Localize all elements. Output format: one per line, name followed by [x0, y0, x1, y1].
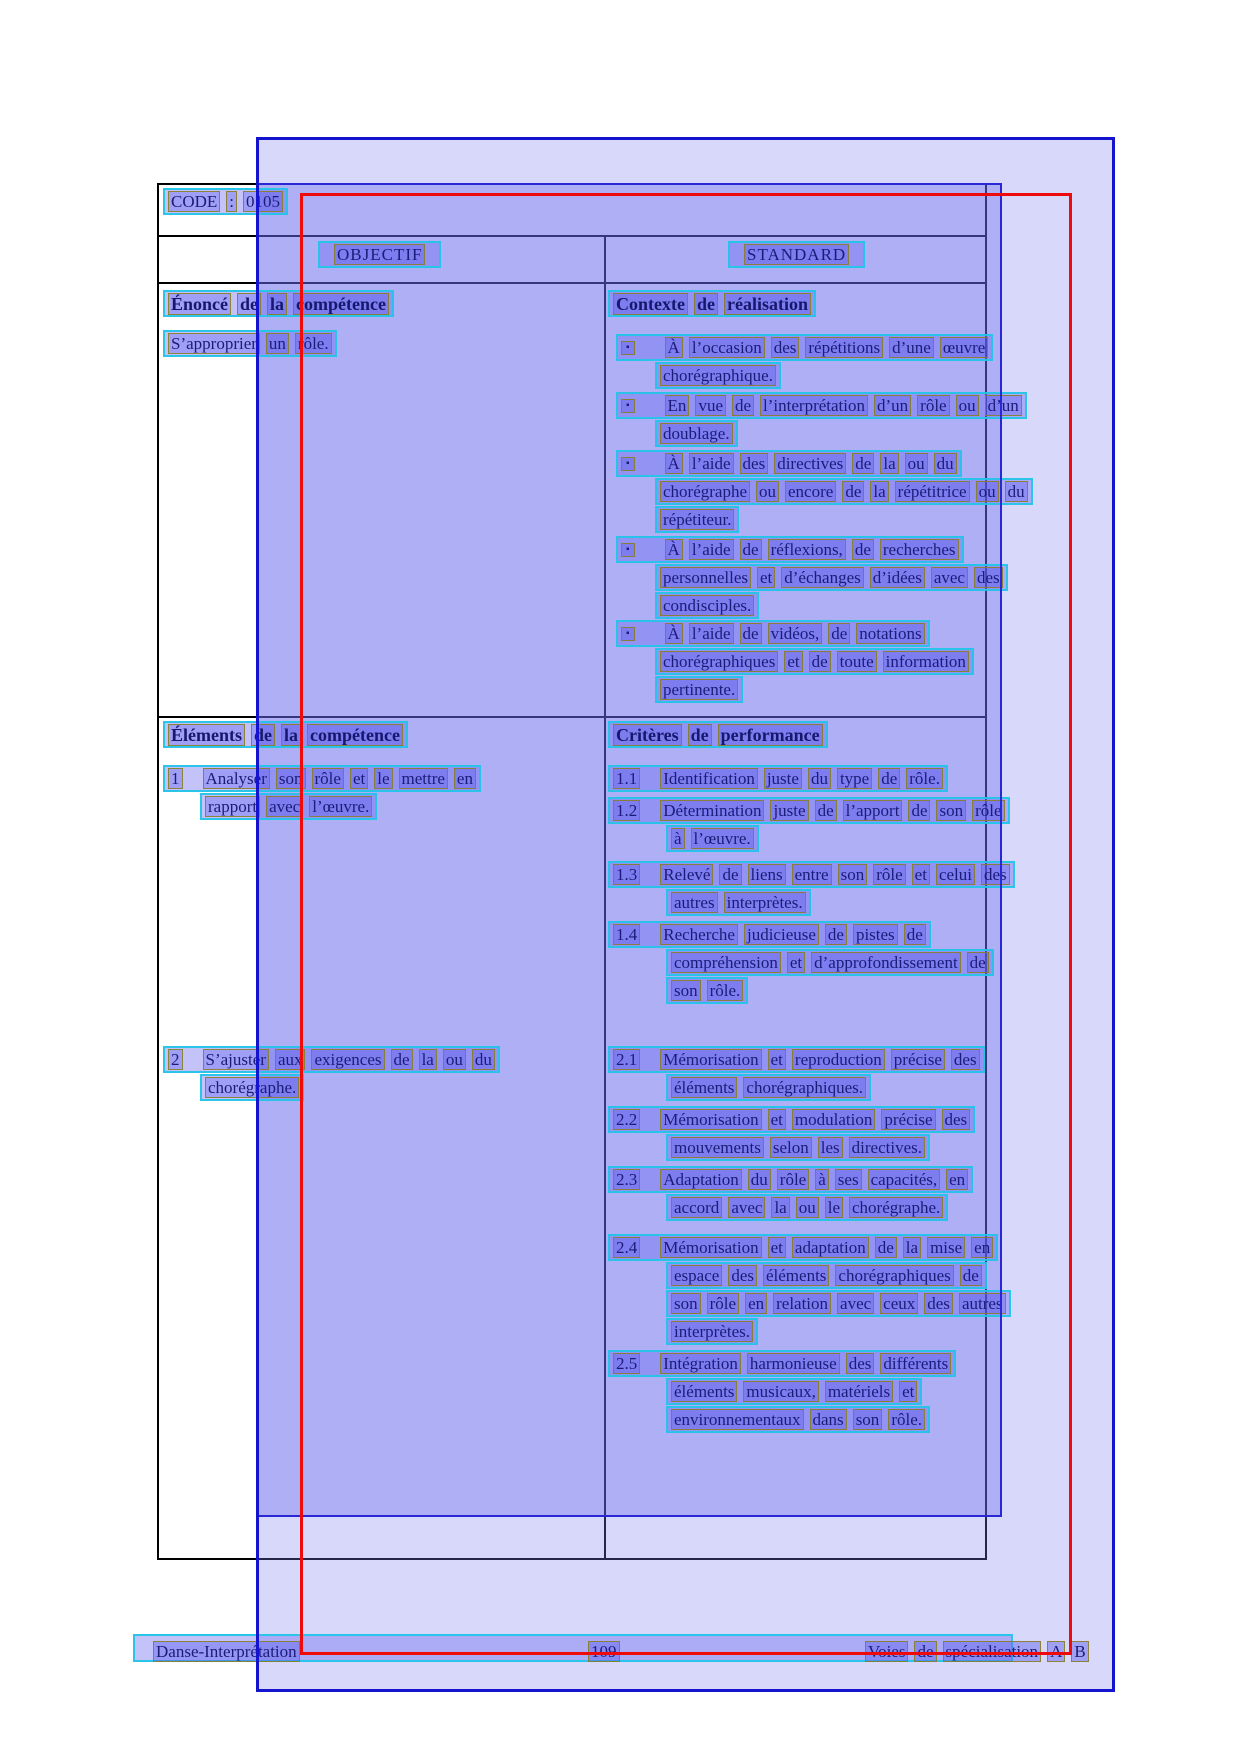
word-box: mouvements	[671, 1137, 764, 1158]
word-box: son	[671, 1293, 701, 1314]
word-box: de	[878, 768, 900, 789]
word-box: réalisation	[724, 293, 811, 315]
footer-right-word: de	[914, 1641, 936, 1662]
word-box: type	[837, 768, 872, 789]
word-box: S’ajuster	[203, 1049, 269, 1070]
word-box: ses	[835, 1169, 862, 1190]
word-box: Identification	[660, 768, 758, 789]
word-box: S’approprier	[168, 333, 260, 354]
word-box: avec	[931, 567, 968, 588]
word-box: vue	[695, 395, 726, 416]
word-box: et	[768, 1049, 786, 1070]
word-box: et	[768, 1109, 786, 1130]
word-box: capacités,	[868, 1169, 941, 1190]
word-box: de	[391, 1049, 413, 1070]
word-box: des	[974, 567, 1003, 588]
word-box: de	[825, 924, 847, 945]
word-box: d’idées	[870, 567, 925, 588]
word-box: l’aide	[689, 539, 734, 560]
word-box: l’œuvre.	[309, 796, 372, 817]
word-box: de	[694, 293, 718, 315]
word-box: adaptation	[792, 1237, 869, 1258]
word-box: performance	[718, 724, 823, 746]
word-box: répétitions	[805, 337, 883, 358]
word-box: l’occasion	[689, 337, 765, 358]
item-number-box: 2.3	[613, 1169, 640, 1190]
word-box: aux	[275, 1049, 306, 1070]
word-box: de	[809, 651, 831, 672]
word-box: rapport	[205, 796, 260, 817]
word-box: rôle	[707, 1293, 739, 1314]
word-box: en	[946, 1169, 968, 1190]
word-box: musicaux,	[743, 1381, 818, 1402]
code-label: :	[226, 191, 237, 212]
word-box: juste	[764, 768, 802, 789]
word-box: de	[828, 623, 850, 644]
word-box: les	[818, 1137, 843, 1158]
word-box: notations	[856, 623, 924, 644]
word-box: la	[267, 293, 287, 315]
word-box: encore	[785, 481, 836, 502]
word-box: vidéos,	[768, 623, 823, 644]
word-box: de	[967, 952, 989, 973]
word-box: en	[971, 1237, 993, 1258]
word-box: précise	[881, 1109, 935, 1130]
item-number-box: 2.5	[613, 1353, 640, 1374]
word-box: des	[728, 1265, 757, 1286]
word-box: chorégraphe	[660, 481, 750, 502]
word-box: en	[745, 1293, 767, 1314]
word-box: ou	[976, 481, 999, 502]
word-box: l’aide	[689, 623, 734, 644]
word-box: et	[350, 768, 368, 789]
word-box: Critères	[613, 724, 682, 746]
word-box: Détermination	[660, 800, 764, 821]
word-box: éléments	[763, 1265, 829, 1286]
code-value: 0105	[243, 191, 283, 212]
word-box: autres	[671, 892, 718, 913]
word-box: À	[665, 623, 683, 644]
word-box: à	[815, 1169, 829, 1190]
word-box: l’œuvre.	[691, 828, 754, 849]
word-box: chorégraphique.	[660, 365, 776, 386]
bullet-icon: ▪	[621, 457, 635, 471]
word-box: ou	[796, 1197, 819, 1218]
word-box: de	[740, 623, 762, 644]
word-box: répétiteur.	[660, 509, 734, 530]
item-number-box: 1.2	[613, 800, 640, 821]
word-box: de	[740, 539, 762, 560]
word-box: ou	[756, 481, 779, 502]
word-box: et	[912, 864, 930, 885]
word-box: relation	[773, 1293, 831, 1314]
word-box: le	[825, 1197, 843, 1218]
word-box: des	[771, 337, 800, 358]
word-box: Adaptation	[660, 1169, 742, 1190]
bullet-icon: ▪	[621, 627, 635, 641]
footer-left-word: Danse-Interprétation	[153, 1641, 300, 1662]
word-box: précise	[891, 1049, 945, 1070]
word-box: d’un	[985, 395, 1022, 416]
word-box: répétitrice	[895, 481, 970, 502]
word-box: condisciples.	[660, 595, 754, 616]
word-box: de	[875, 1237, 897, 1258]
word-box: avec	[837, 1293, 874, 1314]
word-box: espace	[671, 1265, 722, 1286]
word-box: de	[852, 539, 874, 560]
word-box: en	[454, 768, 476, 789]
word-box: des	[846, 1353, 875, 1374]
word-box: avec	[728, 1197, 765, 1218]
bullet-icon: ▪	[621, 543, 635, 557]
word-box: accord	[671, 1197, 722, 1218]
word-box: matériels	[825, 1381, 893, 1402]
word-box: rôle	[917, 395, 949, 416]
word-box: ou	[956, 395, 979, 416]
word-box: d’échanges	[781, 567, 863, 588]
word-box: Éléments	[168, 724, 245, 746]
word-box: la	[870, 481, 888, 502]
word-box: Relevé	[660, 864, 713, 885]
word-box: de	[688, 724, 712, 746]
word-box: œuvre	[940, 337, 988, 358]
word-box: rôle.	[707, 980, 744, 1001]
word-box: judicieuse	[744, 924, 819, 945]
word-box: Contexte	[613, 293, 688, 315]
word-box: environnementaux	[671, 1409, 804, 1430]
word-box: l’interprétation	[760, 395, 868, 416]
word-box: de	[960, 1265, 982, 1286]
word-box: ou	[443, 1049, 466, 1070]
item-number-box: 1.3	[613, 864, 640, 885]
word-box: et	[768, 1237, 786, 1258]
word-box: de	[852, 453, 874, 474]
word-box: autres	[959, 1293, 1006, 1314]
word-box: chorégraphiques	[835, 1265, 953, 1286]
word-box: la	[880, 453, 898, 474]
annotation-red-box	[300, 193, 1072, 1655]
item-number-box: 2	[168, 1049, 183, 1070]
word-box: des	[924, 1293, 953, 1314]
word-box: chorégraphe.	[205, 1077, 299, 1098]
word-box: chorégraphiques	[660, 651, 778, 672]
word-box: rôle	[873, 864, 905, 885]
word-box: directives	[774, 453, 846, 474]
word-box: directives.	[849, 1137, 925, 1158]
footer-right-word: spécialisation	[943, 1641, 1042, 1662]
word-box: rôle	[777, 1169, 809, 1190]
word-box: du	[808, 768, 831, 789]
word-box: celui	[936, 864, 975, 885]
footer-right-word: A	[1047, 1641, 1065, 1662]
word-box: entre	[792, 864, 832, 885]
word-box: du	[934, 453, 957, 474]
word-box: de	[732, 395, 754, 416]
word-box: l’aide	[689, 453, 734, 474]
word-box: de	[842, 481, 864, 502]
word-box: harmonieuse	[747, 1353, 840, 1374]
word-box: dans	[810, 1409, 847, 1430]
word-box: des	[942, 1109, 971, 1130]
word-box: compétence	[307, 724, 403, 746]
word-box: À	[665, 337, 683, 358]
word-box: ou	[905, 453, 928, 474]
word-box: Mémorisation	[660, 1237, 761, 1258]
word-box: du	[1005, 481, 1028, 502]
footer-right-word: Voies	[865, 1641, 908, 1662]
word-box: reproduction	[792, 1049, 885, 1070]
word-box: ceux	[880, 1293, 918, 1314]
word-box: toute	[837, 651, 877, 672]
word-box: Mémorisation	[660, 1109, 761, 1130]
word-box: et	[787, 952, 805, 973]
word-box: chorégraphiques.	[743, 1077, 866, 1098]
word-box: de	[237, 293, 261, 315]
word-box: À	[665, 453, 683, 474]
word-box: Mémorisation	[660, 1049, 761, 1070]
word-box: d’approfondissement	[811, 952, 961, 973]
word-box: compétence	[293, 293, 389, 315]
table-left-border	[157, 183, 159, 1560]
word-box: la	[903, 1237, 921, 1258]
page-number-box: 109	[588, 1641, 620, 1662]
code-label: CODE	[168, 191, 220, 212]
word-box: de	[719, 864, 741, 885]
word-box: d’un	[874, 395, 911, 416]
word-box: rôle.	[888, 1409, 925, 1430]
word-box: Recherche	[660, 924, 738, 945]
item-number-box: 2.4	[613, 1237, 640, 1258]
word-box: différents	[880, 1353, 951, 1374]
word-box: la	[771, 1197, 789, 1218]
word-box: personnelles	[660, 567, 751, 588]
item-number-box: 1	[168, 768, 183, 789]
word-box: son	[276, 768, 306, 789]
word-box: En	[665, 395, 690, 416]
word-box: son	[936, 800, 966, 821]
item-number-box: 1.4	[613, 924, 640, 945]
word-box: pistes	[853, 924, 898, 945]
bullet-icon: ▪	[621, 341, 635, 355]
word-box: mettre	[399, 768, 448, 789]
word-box: rôle	[972, 800, 1004, 821]
word-box: pertinente.	[660, 679, 738, 700]
word-box: des	[740, 453, 769, 474]
word-box: du	[748, 1169, 771, 1190]
word-box: des	[951, 1049, 980, 1070]
word-box: éléments	[671, 1077, 737, 1098]
word-box: la	[281, 724, 301, 746]
word-box: rôle.	[906, 768, 943, 789]
word-box: modulation	[792, 1109, 875, 1130]
item-number-box: 1.1	[613, 768, 640, 789]
word-box: de	[815, 800, 837, 821]
word-box: des	[981, 864, 1010, 885]
item-number-box: 2.1	[613, 1049, 640, 1070]
word-box: interprètes.	[724, 892, 806, 913]
word-box: l’apport	[843, 800, 903, 821]
word-box: la	[419, 1049, 437, 1070]
word-box: et	[784, 651, 802, 672]
word-box: et	[757, 567, 775, 588]
word-box: selon	[770, 1137, 812, 1158]
word-box: recherches	[880, 539, 959, 560]
word-box: Intégration	[660, 1353, 741, 1374]
word-box: son	[838, 864, 868, 885]
word-box: mise	[927, 1237, 965, 1258]
word-box: réflexions,	[768, 539, 846, 560]
word-box: le	[374, 768, 392, 789]
word-box: À	[665, 539, 683, 560]
word-box: chorégraphe.	[849, 1197, 943, 1218]
word-box: doublage.	[660, 423, 733, 444]
word-box: rôle	[312, 768, 344, 789]
word-box: de	[908, 800, 930, 821]
word-box: information	[883, 651, 969, 672]
word-box: son	[853, 1409, 883, 1430]
bullet-icon: ▪	[621, 399, 635, 413]
word-box: un	[266, 333, 289, 354]
item-number-box: 2.2	[613, 1109, 640, 1130]
word-box: d’une	[889, 337, 934, 358]
word-box: Analyser	[203, 768, 270, 789]
word-box: éléments	[671, 1381, 737, 1402]
objectif-header: OBJECTIF	[334, 244, 425, 265]
word-box: juste	[770, 800, 808, 821]
word-box: son	[671, 980, 701, 1001]
word-box: à	[671, 828, 685, 849]
word-box: Énoncé	[168, 293, 231, 315]
word-box: du	[472, 1049, 495, 1070]
footer-right-word: B	[1071, 1641, 1088, 1662]
word-box: avec	[266, 796, 303, 817]
word-box: et	[899, 1381, 917, 1402]
word-box: de	[904, 924, 926, 945]
word-box: compréhension	[671, 952, 781, 973]
word-box: exigences	[311, 1049, 384, 1070]
word-box: de	[251, 724, 275, 746]
word-box: rôle.	[295, 333, 332, 354]
word-box: liens	[748, 864, 786, 885]
word-box: interprètes.	[671, 1321, 753, 1342]
standard-header: STANDARD	[744, 244, 849, 265]
